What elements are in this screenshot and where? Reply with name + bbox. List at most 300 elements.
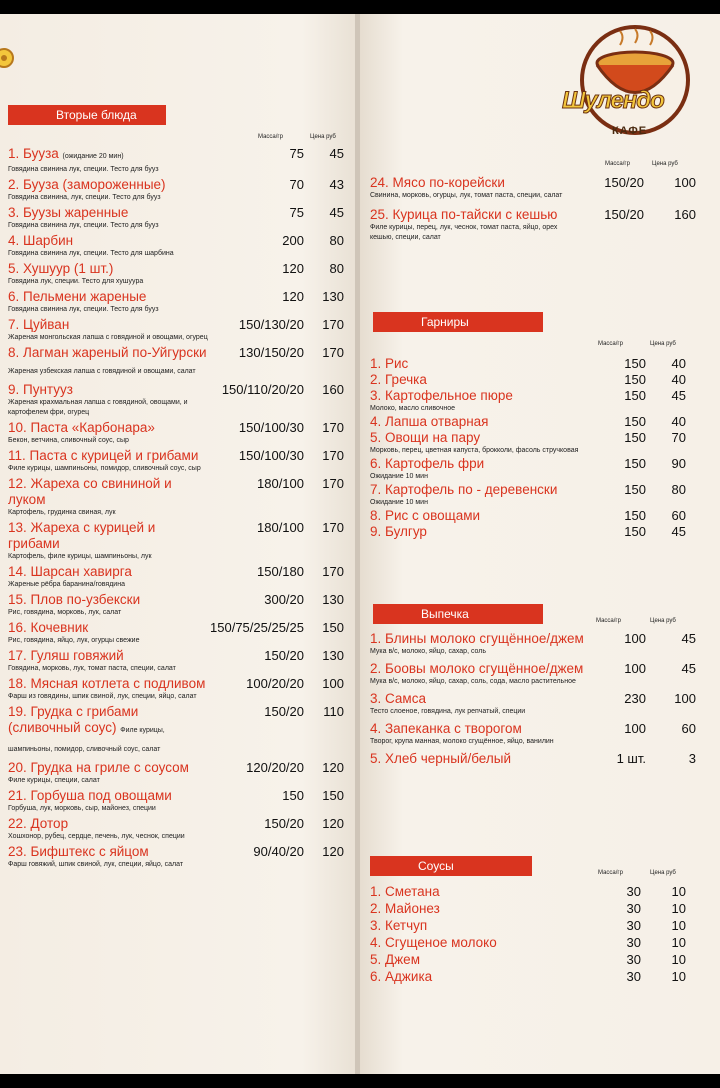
section-header-sauces: Соусы: [370, 856, 532, 876]
menu-item-mass: 150: [624, 356, 646, 371]
menu-item: [8, 788, 344, 814]
menu-item-title: 6. Пельмени жареные: [8, 289, 147, 304]
menu-item-row: [8, 816, 344, 832]
menu-item-price: 170: [322, 564, 344, 579]
menu-item-row: [8, 289, 344, 305]
menu-item-title: 16. Кочевник: [8, 620, 89, 635]
menu-item: [370, 691, 696, 717]
menu-item-name: [370, 524, 616, 540]
menu-item-row: [370, 482, 686, 498]
menu-item-name: [8, 676, 209, 692]
menu-item-name: [370, 388, 616, 404]
menu-item-price: 40: [671, 414, 686, 429]
menu-item-name: [370, 935, 606, 951]
menu-item-price: 170: [322, 420, 344, 435]
menu-item-mass: 75: [289, 205, 304, 220]
sides-list: [370, 356, 686, 540]
menu-item-price: 170: [322, 345, 344, 360]
menu-item-description: Жареная крахмальная лапша с говядиной, овощами, и картофелем фри, огурец: [8, 399, 188, 416]
menu-item-description: Жареные рёбра баранина/говядина: [8, 581, 125, 588]
menu-item-row: [370, 884, 686, 900]
menu-item-mass: 100: [624, 721, 646, 736]
menu-item-row: [8, 205, 344, 221]
menu-item: [370, 661, 696, 687]
menu-item-row: [8, 592, 344, 608]
menu-item-description: Творог, крупа манная, молоко сгущённое, яйцо, ванилин: [370, 738, 554, 745]
menu-item-title: 10. Паста «Карбонара»: [8, 420, 155, 435]
menu-item-name: [8, 261, 209, 277]
menu-item-description: Свинина, морковь, огурцы, лук, томат паста, специи, салат: [370, 192, 563, 199]
menu-item-description: Картофель, грудинка свиная, лук: [8, 509, 116, 516]
menu-item-title: 9. Пунтууз: [8, 382, 73, 397]
menu-item-price: 100: [322, 676, 344, 691]
menu-item-row: [370, 388, 686, 404]
menu-item-name: [370, 721, 601, 737]
menu-item-title: 5. Хушуур (1 шт.): [8, 261, 114, 276]
menu-item-description: Филе курицы, специи, салат: [8, 777, 100, 784]
menu-item-description: Жареная монгольская лапша с говядиной и овощами, огурец: [8, 334, 208, 341]
second-courses-list: [8, 146, 344, 872]
menu-item: [8, 382, 344, 418]
menu-item-name: [8, 816, 209, 832]
menu-item-mass: 120/20/20: [246, 760, 304, 775]
menu-item: [8, 233, 344, 259]
menu-item-row: [370, 430, 686, 446]
menu-item-title: 3. Кетчуп: [370, 918, 428, 933]
menu-item: [370, 969, 686, 985]
menu-item-price: 120: [322, 760, 344, 775]
menu-item: [8, 676, 344, 702]
menu-item-name: [8, 844, 209, 860]
menu-item-row: [8, 520, 344, 552]
menu-item-mass: 150: [624, 372, 646, 387]
menu-item-row: [8, 345, 344, 380]
menu-item-mass: 150/75/25/25/25: [210, 620, 304, 635]
menu-item-price: 170: [322, 448, 344, 463]
menu-item: [370, 356, 686, 372]
menu-item: [8, 205, 344, 231]
menu-item-row: [8, 146, 344, 165]
section-header-second-courses: Вторые блюда: [8, 105, 166, 125]
menu-page-left: [0, 14, 355, 1074]
menu-item-row: [8, 704, 344, 758]
menu-item-row: [8, 177, 344, 193]
menu-item: [370, 721, 696, 747]
column-head-mass-right: Масса/гр: [605, 161, 630, 167]
menu-item-name: [8, 476, 209, 508]
menu-item-mass: 150/100/30: [238, 420, 304, 435]
menu-item: [370, 952, 686, 968]
menu-item-row: [370, 207, 696, 223]
menu-item-title: 14. Шарсан хавирга: [8, 564, 132, 579]
menu-item-name: [8, 146, 209, 165]
menu-item-row: [370, 969, 686, 985]
menu-item-description: Филе курицы, перец, лук, чеснок, томат паста, яйцо, орех кешью, специи, салат: [370, 224, 558, 241]
menu-item-title: 4. Шарбин: [8, 233, 74, 248]
column-head-mass: Масса/гр: [258, 134, 283, 140]
menu-item-title: 18. Мясная котлета с подливом: [8, 676, 206, 691]
menu-item-mass: 150/20: [604, 175, 644, 190]
menu-item-name: [370, 482, 616, 498]
menu-item-price: 150: [322, 788, 344, 803]
menu-item-name: [8, 345, 209, 380]
menu-item-mass: 150/20: [264, 816, 304, 831]
menu-item: [370, 207, 696, 243]
menu-item-title: 1. Рис: [370, 356, 409, 371]
menu-item-price: 10: [671, 918, 686, 933]
menu-item: [8, 289, 344, 315]
menu-item-name: [370, 207, 574, 223]
menu-item-row: [8, 760, 344, 776]
menu-item-title: 12. Жареха со свининой и луком: [8, 476, 172, 507]
menu-item: [8, 648, 344, 674]
menu-item: [8, 816, 344, 842]
menu-item-price: 45: [329, 146, 344, 161]
menu-item-title: 2. Гречка: [370, 372, 427, 387]
menu-item-description: Мука в/с, молоко, яйцо, сахар, соль, сода, масло растительное: [370, 678, 576, 685]
menu-item: [8, 520, 344, 562]
menu-item-note: Жареная узбекская лапша с говядиной и овощами, салат: [8, 368, 196, 375]
menu-item-row: [370, 661, 696, 677]
menu-item-price: 160: [322, 382, 344, 397]
menu-item-price: 10: [671, 935, 686, 950]
sauces-list: [370, 884, 686, 986]
menu-item-mass: 180/100: [257, 520, 304, 535]
menu-item: [370, 175, 696, 201]
menu-item-name: [8, 448, 209, 464]
menu-item-title: 6. Аджика: [370, 969, 433, 984]
menu-item-title: 5. Овощи на пару: [370, 430, 481, 445]
menu-item: [8, 146, 344, 175]
menu-item: [8, 760, 344, 786]
menu-item-mass: 150: [624, 388, 646, 403]
menu-item-price: 40: [671, 356, 686, 371]
menu-item-row: [8, 648, 344, 664]
menu-item-row: [8, 233, 344, 249]
menu-item-row: [8, 317, 344, 333]
menu-item-name: [370, 969, 606, 985]
menu-item-price: 80: [329, 261, 344, 276]
menu-item: [370, 372, 686, 388]
menu-item-name: [8, 704, 209, 758]
menu-item-mass: 30: [626, 918, 641, 933]
menu-item: [8, 592, 344, 618]
menu-item-price: 60: [671, 508, 686, 523]
menu-item-mass: 30: [626, 935, 641, 950]
menu-item-price: 100: [674, 175, 696, 190]
menu-item-price: 170: [322, 317, 344, 332]
top-black-bar: [0, 0, 720, 14]
menu-item-title: 22. Дотор: [8, 816, 69, 831]
menu-item-row: [370, 935, 686, 951]
menu-item-description: Фарш говяжий, шпик свиной, лук, специи, яйцо, салат: [8, 861, 184, 868]
menu-item-name: [8, 420, 209, 436]
menu-item-description: Говядина свинина, лук, специи. Тесто для бууз: [8, 194, 161, 201]
menu-item-title: 21. Горбуша под овощами: [8, 788, 172, 803]
menu-item-mass: 150/110/20/20: [221, 382, 304, 397]
menu-item-description: Горбуша, лук, морковь, сыр, майонез, специи: [8, 805, 156, 812]
menu-item: [370, 751, 696, 767]
menu-item-price: 120: [322, 844, 344, 859]
menu-item-row: [8, 420, 344, 436]
column-head-price-sauces: Цена руб: [650, 870, 676, 876]
second-courses-list-continued: [370, 175, 696, 249]
menu-item-mass: 120: [282, 261, 304, 276]
menu-item-price: 110: [323, 704, 344, 719]
menu-item-mass: 150/20: [604, 207, 644, 222]
menu-item-description: Говядина свинина лук, специи. Тесто для бууз: [8, 222, 159, 229]
menu-item-title: 2. Боовы молоко сгущённое/джем: [370, 661, 584, 676]
menu-item-name: [370, 918, 606, 934]
menu-item-description: Ожидание 10 мин: [370, 499, 428, 506]
menu-item-price: 43: [329, 177, 344, 192]
menu-item-mass: 150/130/20: [238, 317, 304, 332]
menu-item-name: [370, 508, 616, 524]
menu-item: [370, 884, 686, 900]
menu-item-price: 45: [329, 205, 344, 220]
column-head-price-right: Цена руб: [652, 161, 678, 167]
menu-item-title: 25. Курица по-тайски с кешью: [370, 207, 558, 222]
menu-item-row: [370, 751, 696, 767]
menu-item-description: Морковь, перец, цветная капуста, брокколи, фасоль стручковая: [370, 447, 579, 454]
menu-item-name: [370, 661, 601, 677]
menu-item-mass: 150: [624, 508, 646, 523]
menu-item-row: [8, 476, 344, 508]
menu-item-description: Хошхонор, рубец, сердце, печень, лук, чеснок, специи: [8, 833, 185, 840]
menu-item-title: 2. Майонез: [370, 901, 440, 916]
menu-item-row: [370, 524, 686, 540]
menu-item-name: [8, 592, 209, 608]
menu-item-mass: 150: [624, 430, 646, 445]
section-header-bakery: Выпечка: [373, 604, 543, 624]
menu-item-price: 10: [671, 952, 686, 967]
menu-item-description: Рис, говядина, яйцо, лук, огурцы свежие: [8, 637, 140, 644]
menu-item-description: Картофель, филе курицы, шампиньоны, лук: [8, 553, 152, 560]
menu-item-name: [8, 520, 209, 552]
menu-item-title: 1. Бууза: [8, 146, 59, 161]
menu-item-mass: 120: [282, 289, 304, 304]
menu-item-name: [8, 289, 209, 305]
menu-item-description: Говядина лук, специи. Тесто для хушуура: [8, 278, 144, 285]
menu-item-row: [8, 676, 344, 692]
menu-item-row: [8, 448, 344, 464]
menu-item-mass: 30: [626, 952, 641, 967]
menu-item-price: 45: [681, 631, 696, 646]
menu-item: [370, 631, 696, 657]
menu-item-price: 100: [674, 691, 696, 706]
menu-item-description: Говядина свинина лук, специи. Тесто для бууз: [8, 306, 159, 313]
menu-item-description: Говядина, морковь, лук, томат паста, специи, салат: [8, 665, 176, 672]
menu-item-title: 6. Картофель фри: [370, 456, 485, 471]
menu-item-name: [370, 372, 616, 388]
menu-item-mass: 100/20/20: [246, 676, 304, 691]
menu-item-name: [370, 751, 601, 767]
menu-item-description: Говядина свинина лук, специи. Тесто для шарбина: [8, 250, 174, 257]
menu-item-row: [370, 175, 696, 191]
menu-item-mass: 70: [289, 177, 304, 192]
menu-item-title: 3. Самса: [370, 691, 426, 706]
menu-item: [8, 704, 344, 758]
menu-item-price: 10: [671, 901, 686, 916]
menu-item-name: [370, 631, 601, 647]
menu-item-description: Филе курицы, шампиньоны, помидор, сливочный соус, сыр: [8, 465, 201, 472]
menu-item-name: [8, 564, 209, 580]
menu-item-title: 4. Лапша отварная: [370, 414, 489, 429]
menu-item: [8, 844, 344, 870]
menu-item-name: [370, 691, 601, 707]
menu-item-mass: 150: [282, 788, 304, 803]
menu-item-row: [370, 918, 686, 934]
menu-item-title: 4. Сгущеное молоко: [370, 935, 497, 950]
menu-item: [8, 448, 344, 474]
menu-item: [370, 918, 686, 934]
menu-item-mass: 180/100: [257, 476, 304, 491]
bakery-list: [370, 631, 696, 771]
menu-item-price: 3: [688, 751, 696, 766]
menu-page-right: [360, 14, 720, 1074]
menu-item-name: [8, 760, 209, 776]
menu-item-title: 13. Жареха с курицей и грибами: [8, 520, 156, 551]
menu-item-price: 170: [322, 520, 344, 535]
menu-item-note: (ожидание 20 мин): [62, 153, 124, 160]
menu-item-price: 80: [671, 482, 686, 497]
menu-item-title: 17. Гуляш говяжий: [8, 648, 124, 663]
menu-item-title: 23. Бифштекс с яйцом: [8, 844, 149, 859]
menu-item-description: Молоко, масло сливочное: [370, 405, 456, 412]
menu-item-name: [8, 620, 209, 636]
menu-item-row: [8, 844, 344, 860]
menu-item: [8, 620, 344, 646]
menu-item-name: [8, 788, 209, 804]
menu-item-price: 10: [671, 969, 686, 984]
menu-item-title: 3. Картофельное пюре: [370, 388, 513, 403]
menu-item: [8, 261, 344, 287]
menu-item: [370, 456, 686, 482]
menu-item-title: 1. Сметана: [370, 884, 440, 899]
menu-item-mass: 150/20: [264, 704, 304, 719]
menu-item-title: 8. Лагман жареный по-Уйгурски: [8, 345, 207, 360]
menu-item-title: 20. Грудка на гриле с соусом: [8, 760, 189, 775]
menu-item-title: 1. Блины молоко сгущённое/джем: [370, 631, 584, 646]
column-head-mass-sauces: Масса/гр: [598, 870, 623, 876]
menu-item-title: 9. Булгур: [370, 524, 427, 539]
menu-item: [8, 476, 344, 518]
column-head-price-bakery: Цена руб: [650, 618, 676, 624]
menu-item-description: Рис, говядина, морковь, лук, салат: [8, 609, 122, 616]
menu-item-price: 45: [671, 524, 686, 539]
menu-item-title: 24. Мясо по-корейски: [370, 175, 505, 190]
menu-item-mass: 130/150/20: [238, 345, 304, 360]
menu-item-row: [8, 620, 344, 636]
menu-item-mass: 150: [624, 524, 646, 539]
cafe-logo: [560, 25, 710, 145]
menu-item-description: Ожидание 10 мин: [370, 473, 428, 480]
menu-item-row: [370, 691, 696, 707]
menu-item-name: [8, 382, 209, 398]
menu-item-mass: 150/100/30: [238, 448, 304, 463]
column-head-price: Цена руб: [310, 134, 336, 140]
menu-item-description: Бекон, ветчина, сливочный соус, сыр: [8, 437, 129, 444]
menu-item-description: Мука в/с, молоко, яйцо, сахар, соль: [370, 648, 487, 655]
menu-item-name: [370, 901, 606, 917]
menu-item: [370, 508, 686, 524]
menu-item-price: 130: [322, 648, 344, 663]
menu-item-name: [370, 430, 616, 446]
menu-item-row: [8, 261, 344, 277]
menu-item-price: 45: [681, 661, 696, 676]
menu-item-mass: 150/180: [257, 564, 304, 579]
menu-item-mass: 200: [282, 233, 304, 248]
menu-item-row: [370, 631, 696, 647]
menu-item: [370, 935, 686, 951]
menu-item-row: [8, 564, 344, 580]
menu-item-name: [8, 648, 209, 664]
menu-item-name: [370, 414, 616, 430]
menu-item-title: 11. Паста с курицей и грибами: [8, 448, 199, 463]
menu-item-row: [370, 508, 686, 524]
menu-item: [8, 317, 344, 343]
menu-item-title: 8. Рис с овощами: [370, 508, 481, 523]
menu-item: [8, 420, 344, 446]
menu-item-price: 60: [681, 721, 696, 736]
menu-item-description: Говядина свинина лук, специи. Тесто для бууз: [8, 166, 159, 173]
menu-item-name: [370, 952, 606, 968]
menu-item-mass: 230: [624, 691, 646, 706]
menu-item-title: 2. Бууза (замороженные): [8, 177, 166, 192]
menu-item-price: 150: [322, 620, 344, 635]
menu-item: [370, 482, 686, 508]
menu-item-mass: 150: [624, 482, 646, 497]
menu-item-mass: 150: [624, 414, 646, 429]
menu-item-description: Фарш из говядины, шпик свиной, лук, специи, яйцо, салат: [8, 693, 197, 700]
menu-item-title: 5. Джем: [370, 952, 420, 967]
menu-item-row: [370, 372, 686, 388]
menu-item-title: 7. Цуйван: [8, 317, 70, 332]
menu-item-name: [8, 317, 209, 333]
menu-item-price: 70: [671, 430, 686, 445]
menu-item-name: [370, 175, 574, 191]
menu-item-name: [370, 356, 616, 372]
menu-item-mass: 1 шт.: [616, 751, 646, 766]
menu-item-price: 130: [322, 592, 344, 607]
menu-item-price: 160: [674, 207, 696, 222]
menu-item-title: 15. Плов по-узбекски: [8, 592, 141, 607]
menu-item-price: 120: [322, 816, 344, 831]
menu-item: [370, 388, 686, 414]
menu-item: [370, 901, 686, 917]
menu-item-description: Тесто слоеное, говядина, лук репчатый, специи: [370, 708, 526, 715]
menu-item-mass: 100: [624, 631, 646, 646]
menu-item-title: 3. Буузы жаренные: [8, 205, 129, 220]
menu-item-price: 90: [671, 456, 686, 471]
section-header-sides: Гарниры: [373, 312, 543, 332]
menu-item-note: Филе курицы, шампиньоны, помидор, сливочный соус, салат: [8, 727, 165, 753]
menu-item-name: [8, 177, 209, 193]
menu-item-mass: 300/20: [264, 592, 304, 607]
menu-item-name: [8, 205, 209, 221]
logo-wordmark: Шулендо: [562, 87, 664, 114]
menu-item-mass: 30: [626, 901, 641, 916]
menu-item-row: [370, 414, 686, 430]
menu-item-row: [370, 356, 686, 372]
menu-item-price: 40: [671, 372, 686, 387]
menu-item-price: 130: [322, 289, 344, 304]
menu-item-title: 4. Запеканка с творогом: [370, 721, 522, 736]
menu-item-mass: 150: [624, 456, 646, 471]
menu-item-title: 7. Картофель по - деревенски: [370, 482, 558, 497]
menu-item-row: [370, 456, 686, 472]
menu-item-title: 19. Грудка с грибами (сливочный соус): [8, 704, 139, 735]
